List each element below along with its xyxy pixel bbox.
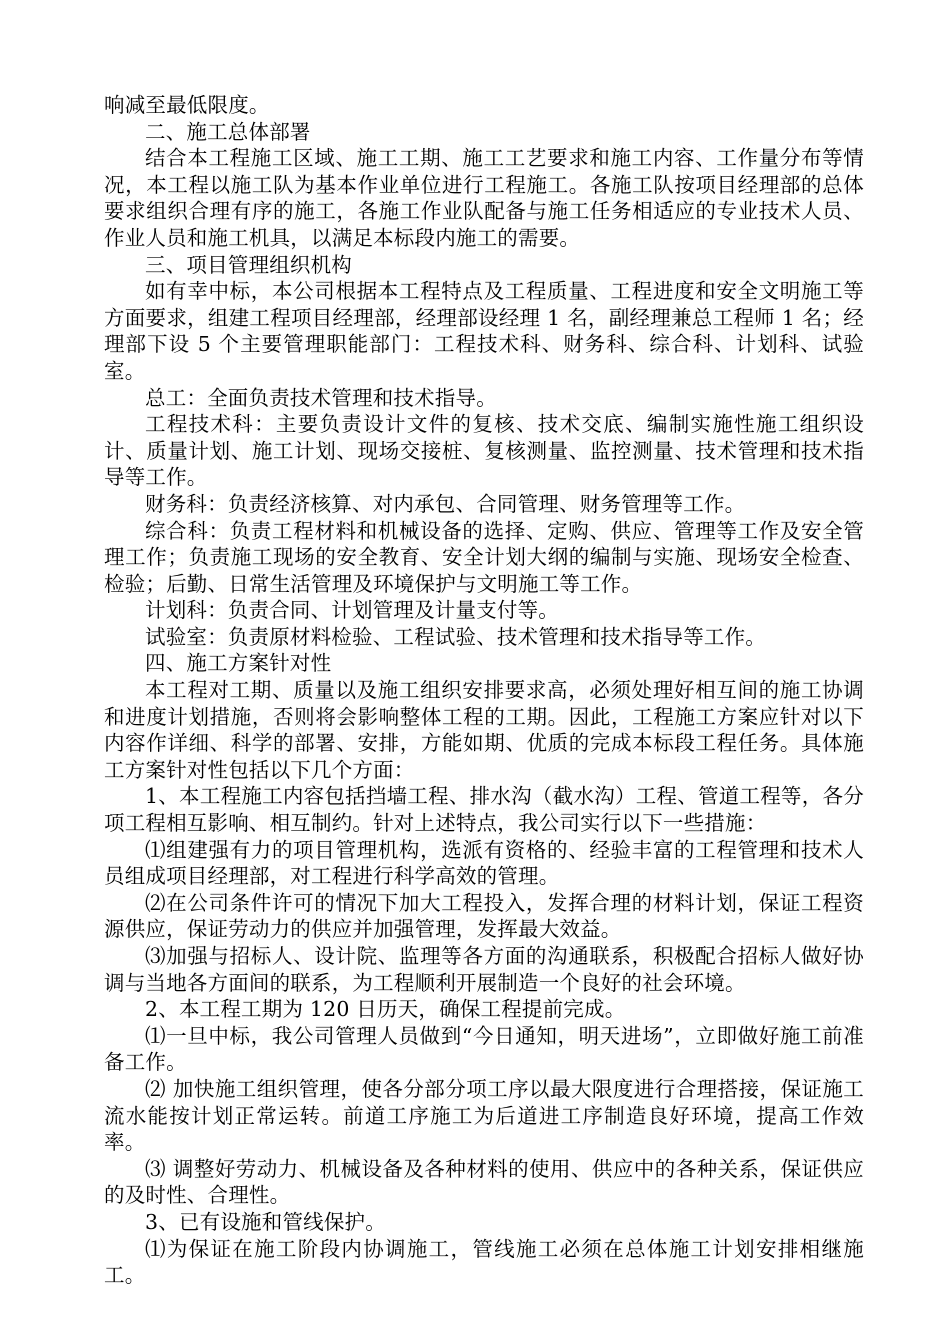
paragraph: 财务科：负责经济核算、对内承包、合同管理、财务管理等工作。 [145,491,746,516]
paragraph: 结合本工程施工区域、施工工期、施工工艺要求和施工内容、工作量分布等情况，本工程以施工队为基本作业单位进行工程施工。各施工队按项目经理部的总体要求组织合理有序的施工，各施工作业队配备与施工任务相适应的专业技术人员、作业人员和施工机具，以满足本标段内施工的需要。 [104,146,864,250]
list-item: 1、本工程施工内容包括挡墙工程、排水沟（截水沟）工程、管道工程等，各分项工程相互影响、相互制约。针对上述特点，我公司实行以下一些措施： [104,784,864,836]
list-item: ⑴为保证在施工阶段内协调施工，管线施工必须在总体施工计划安排相继施工。 [104,1236,864,1288]
list-item: 3、已有设施和管线保护。 [145,1209,386,1234]
paragraph: 综合科：负责工程材料和机械设备的选择、定购、供应、管理等工作及安全管理工作；负责施工现场的安全教育、安全计划大纲的编制与实施、现场安全检查、检验；后勤、日常生活管理及环境保护与文明施工等工作。 [104,518,864,596]
list-item: ⑵ 加快施工组织管理，使各分部分项工序以最大限度进行合理搭接，保证施工流水能按计划正常运转。前道工序施工为后道进工序制造良好环境，提高工作效率。 [104,1076,864,1155]
paragraph: 试验室：负责原材料检验、工程试验、技术管理和技术指导等工作。 [145,624,766,649]
paragraph: 本工程对工期、质量以及施工组织安排要求高，必须处理好相互间的施工协调和进度计划措施，否则将会影响整体工程的工期。因此，工程施工方案应针对以下内容作详细、科学的部署、安排，方能如期、优质的完成本标段工程任务。具体施工方案针对性包括以下几个方面： [104,678,864,782]
paragraph: 响减至最低限度。 [104,93,270,117]
paragraph: 如有幸中标，本公司根据本工程特点及工程质量、工程进度和安全文明施工等方面要求，组建工程项目经理部，经理部设经理 1 名，副经理兼总工程师 1 名；经理部下设 5 个主要管理职能部门：工程技术科、财务科、综合科、计划科、试验室。 [104,279,864,383]
document-body [104,92,864,1289]
list-item: ⑶ 调整好劳动力、机械设备及各种材料的使用、供应中的各种关系，保证供应的及时性、合理性。 [104,1156,864,1208]
list-item: 2、本工程工期为 120 日历天，确保工程提前完成。 [145,997,626,1022]
paragraph: 计划科：负责合同、计划管理及计量支付等。 [145,598,559,623]
list-item: ⑴一旦中标，我公司管理人员做到“今日通知，明天进场”，立即做好施工前准备工作。 [104,1023,864,1075]
list-item: ⑶加强与招标人、设计院、监理等各方面的沟通联系，积极配合招标人做好协调与当地各方面间的联系，为工程顺利开展制造一个良好的社会环境。 [104,944,864,995]
section-heading: 四、施工方案针对性 [145,651,332,676]
section-heading: 三、项目管理组织机构 [145,252,352,277]
section-heading: 二、施工总体部署 [145,119,311,144]
list-item: ⑵在公司条件许可的情况下加大工程投入，发挥合理的材料计划，保证工程资源供应，保证劳动力的供应并加强管理，发挥最大效益。 [104,890,864,942]
paragraph: 总工：全面负责技术管理和技术指导。 [145,385,497,410]
paragraph: 工程技术科：主要负责设计文件的复核、技术交底、编制实施性施工组织设计、质量计划、施工计划、现场交接桩、复核测量、监控测量、技术管理和技术指导等工作。 [104,412,864,490]
list-item: ⑴组建强有力的项目管理机构，选派有资格的、经验丰富的工程管理和技术人员组成项目经理部，对工程进行科学高效的管理。 [104,837,864,889]
